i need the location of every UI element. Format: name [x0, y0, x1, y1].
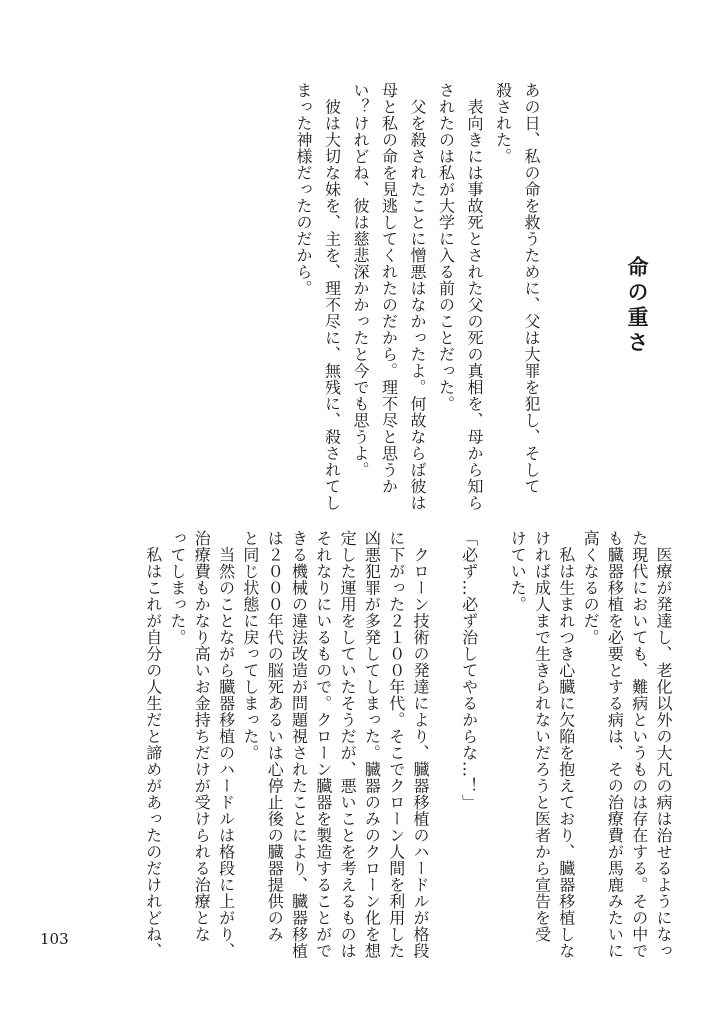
text-column: に下がった２１００年代。そこでクローン人間を利用した	[386, 530, 406, 959]
text-column: ければ成人まで生きられないだろうと医者から宣告を受	[532, 530, 552, 943]
text-column: 私は生まれつき心臓に欠陥を抱えており、臓器移植しな	[556, 530, 576, 959]
text-column: 「必ず…必ず治してやるからな…！」	[459, 530, 479, 811]
page-number: 103	[40, 930, 69, 948]
text-column: 父を殺されたことに憎悪はなかったよ。何故ならば彼は	[408, 82, 427, 511]
text-column: 当然のことながら臓器移植のハードルは格段に上がり、	[216, 530, 236, 959]
text-column: 定した運用をしていたそうだが、悪いことを考えるものは	[338, 530, 358, 959]
text-column: 私はこれが自分の人生だと諦めがあったのだけれどね、	[143, 530, 163, 959]
text-column: も臓器移植を必要とする病は、その治療費が馬鹿みたいに	[605, 530, 625, 959]
text-column: た現代においても、難病というものは存在する。その中で	[629, 530, 649, 959]
text-column: 彼は大切な妹を、主を、理不尽に、無残に、殺されてし	[322, 82, 342, 511]
text-column: 凶悪犯罪が多発してしまった。臓器のみのクローン化を想	[362, 530, 382, 959]
text-column: まった神様だったのだから。	[294, 82, 313, 297]
text-column: 表向きには事故死とされた父の死の真相を、母から知ら	[465, 82, 484, 511]
text-column: あの日、私の命を救うために、父は大罪を犯し、そして	[522, 82, 541, 495]
text-column: と同じ状態に戻ってしまった。	[240, 530, 260, 761]
text-column: ってしまった。	[168, 530, 187, 646]
text-column: 母と私の命を見逃してくれたのだから。理不尽と思うか	[379, 82, 399, 495]
text-column: されたのは私が大学に入る前のことだった。	[436, 82, 456, 412]
page-title: 命の重さ	[625, 256, 650, 356]
text-column: けていた。	[508, 530, 528, 613]
text-column: 医療が発達し、老化以外の大凡の病は治せるようになっ	[654, 530, 673, 959]
text-column: 治療費もかなり高いお金持ちだけが受けられる治療とな	[192, 530, 212, 943]
text-column: 殺された。	[493, 82, 513, 165]
text-column: それなりにいるもので。クローン臓器を製造することがで	[313, 530, 333, 959]
text-column: きる機械の違法改造が問題視されたことにより、臓器移植	[289, 530, 309, 959]
text-column: は２０００年代の脳死あるいは心停止後の臓器提供のみ	[265, 530, 285, 943]
text-column: い？けれどね、彼は慈悲深かかったと今でも思うよ。	[351, 82, 370, 478]
text-column: クローン技術の発達により、臓器移植のハードルが格段	[411, 530, 430, 959]
text-column: 高くなるのだ。	[581, 530, 601, 646]
